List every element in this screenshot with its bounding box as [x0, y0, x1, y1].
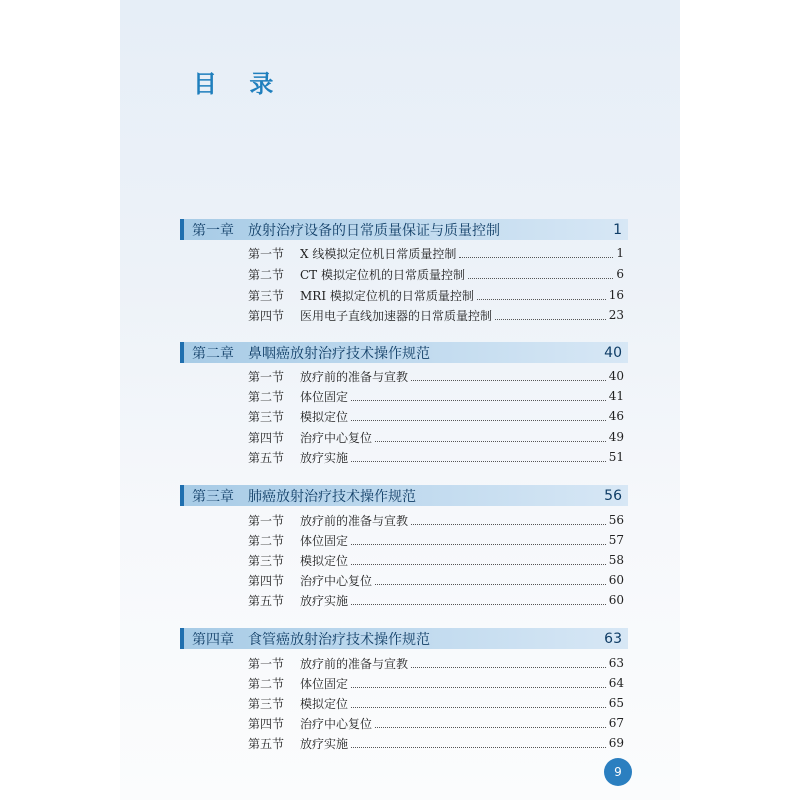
section-number: 第一节	[248, 656, 285, 671]
toc-entry[interactable]	[248, 590, 624, 610]
section-number: 第五节	[248, 593, 285, 608]
chapter-heading[interactable]	[180, 628, 628, 649]
section-page: 41	[608, 389, 624, 403]
section-number: 第五节	[248, 736, 285, 751]
chapter-marker	[180, 219, 184, 240]
section-number: 第二节	[248, 676, 285, 691]
toc-entry[interactable]	[248, 366, 624, 386]
section-page: 60	[608, 593, 624, 607]
dot-leader	[375, 576, 606, 585]
chapter-page: 56	[604, 487, 622, 504]
section-title: 放疗实施	[300, 593, 349, 608]
section-number: 第二节	[248, 389, 285, 404]
section-title: 模拟定位	[300, 553, 349, 568]
chapter-page: 40	[604, 344, 622, 361]
section-title: 模拟定位	[300, 409, 349, 424]
toc-entry[interactable]	[248, 570, 624, 590]
toc-entry[interactable]	[248, 693, 624, 713]
chapter-marker	[180, 485, 184, 506]
section-title: 模拟定位	[300, 696, 349, 711]
section-page: 46	[608, 409, 624, 423]
section-page: 49	[608, 430, 624, 444]
section-number: 第四节	[248, 573, 285, 588]
toc-entry[interactable]	[248, 406, 624, 426]
section-page: 69	[608, 736, 624, 750]
section-title: 放疗前的准备与宣教	[300, 369, 409, 384]
section-title: 医用电子直线加速器的日常质量控制	[300, 308, 493, 323]
chapter-heading[interactable]	[180, 342, 628, 363]
dot-leader	[375, 719, 606, 728]
section-title: X 线模拟定位机日常质量控制	[300, 246, 457, 261]
section-page: 63	[608, 656, 624, 670]
toc-entry[interactable]	[248, 673, 624, 693]
section-number: 第二节	[248, 533, 285, 548]
section-number: 第五节	[248, 450, 285, 465]
chapter-title: 放射治疗设备的日常质量保证与质量控制	[248, 222, 500, 239]
dot-leader	[351, 739, 606, 748]
section-number: 第四节	[248, 716, 285, 731]
chapter-number: 第二章	[192, 345, 234, 362]
section-title: 治疗中心复位	[300, 573, 373, 588]
chapter-page: 63	[604, 630, 622, 647]
section-title: 放疗实施	[300, 450, 349, 465]
section-number: 第一节	[248, 246, 285, 261]
dot-leader	[351, 679, 606, 688]
dot-leader	[375, 433, 606, 442]
toc-entry[interactable]	[248, 653, 624, 673]
chapter-marker	[180, 342, 184, 363]
chapter-number: 第三章	[192, 488, 234, 505]
section-title: 体位固定	[300, 533, 349, 548]
section-number: 第三节	[248, 553, 285, 568]
section-number: 第一节	[248, 369, 285, 384]
section-number: 第三节	[248, 288, 285, 303]
section-page: 56	[608, 513, 624, 527]
section-title: 体位固定	[300, 676, 349, 691]
section-page: 23	[608, 308, 624, 322]
toc-entry[interactable]	[248, 510, 624, 530]
toc-entry[interactable]	[248, 713, 624, 733]
section-page: 51	[608, 450, 624, 464]
section-title: MRI 模拟定位机的日常质量控制	[300, 288, 474, 303]
section-title: 体位固定	[300, 389, 349, 404]
chapter-heading[interactable]	[180, 485, 628, 506]
dot-leader	[495, 311, 606, 320]
section-page: 60	[608, 573, 624, 587]
dot-leader	[351, 699, 606, 708]
toc-entry[interactable]	[248, 305, 624, 325]
dot-leader	[351, 392, 606, 401]
toc-title: 目 录	[193, 70, 286, 98]
page-number-badge: 9	[604, 758, 632, 786]
toc-entry[interactable]	[248, 550, 624, 570]
dot-leader	[477, 291, 606, 300]
dot-leader	[351, 453, 606, 462]
section-title: 放疗实施	[300, 736, 349, 751]
section-page: 67	[608, 716, 624, 730]
section-page: 16	[608, 288, 624, 302]
dot-leader	[351, 536, 606, 545]
section-title: CT 模拟定位机的日常质量控制	[300, 267, 466, 282]
section-page: 57	[608, 533, 624, 547]
toc-entry[interactable]	[248, 243, 624, 263]
section-page: 64	[608, 676, 624, 690]
section-page: 58	[608, 553, 624, 567]
section-title: 放疗前的准备与宣教	[300, 656, 409, 671]
dot-leader	[351, 412, 606, 421]
section-title: 放疗前的准备与宣教	[300, 513, 409, 528]
section-page: 1	[616, 246, 624, 260]
dot-leader	[411, 659, 606, 668]
section-number: 第四节	[248, 308, 285, 323]
toc-entry[interactable]	[248, 447, 624, 467]
section-page: 65	[608, 696, 624, 710]
chapter-title: 肺癌放射治疗技术操作规范	[248, 488, 416, 505]
toc-entry[interactable]	[248, 386, 624, 406]
section-page: 6	[616, 267, 624, 281]
section-title: 治疗中心复位	[300, 430, 373, 445]
dot-leader	[459, 249, 613, 258]
chapter-page: 1	[613, 221, 622, 238]
dot-leader	[411, 372, 606, 381]
dot-leader	[351, 596, 606, 605]
chapter-title: 食管癌放射治疗技术操作规范	[248, 631, 430, 648]
dot-leader	[468, 270, 613, 279]
section-number: 第四节	[248, 430, 285, 445]
section-page: 40	[608, 369, 624, 383]
toc-entry[interactable]	[248, 530, 624, 550]
chapter-number: 第一章	[192, 222, 234, 239]
toc-entry[interactable]	[248, 285, 624, 305]
section-number: 第一节	[248, 513, 285, 528]
toc-entry[interactable]	[248, 427, 624, 447]
section-number: 第三节	[248, 409, 285, 424]
chapter-title: 鼻咽癌放射治疗技术操作规范	[248, 345, 430, 362]
toc-entry[interactable]	[248, 733, 624, 753]
chapter-heading[interactable]	[180, 219, 628, 240]
section-number: 第二节	[248, 267, 285, 282]
dot-leader	[411, 516, 606, 525]
chapter-marker	[180, 628, 184, 649]
dot-leader	[351, 556, 606, 565]
section-number: 第三节	[248, 696, 285, 711]
toc-entry[interactable]	[248, 264, 624, 284]
chapter-number: 第四章	[192, 631, 234, 648]
section-title: 治疗中心复位	[300, 716, 373, 731]
